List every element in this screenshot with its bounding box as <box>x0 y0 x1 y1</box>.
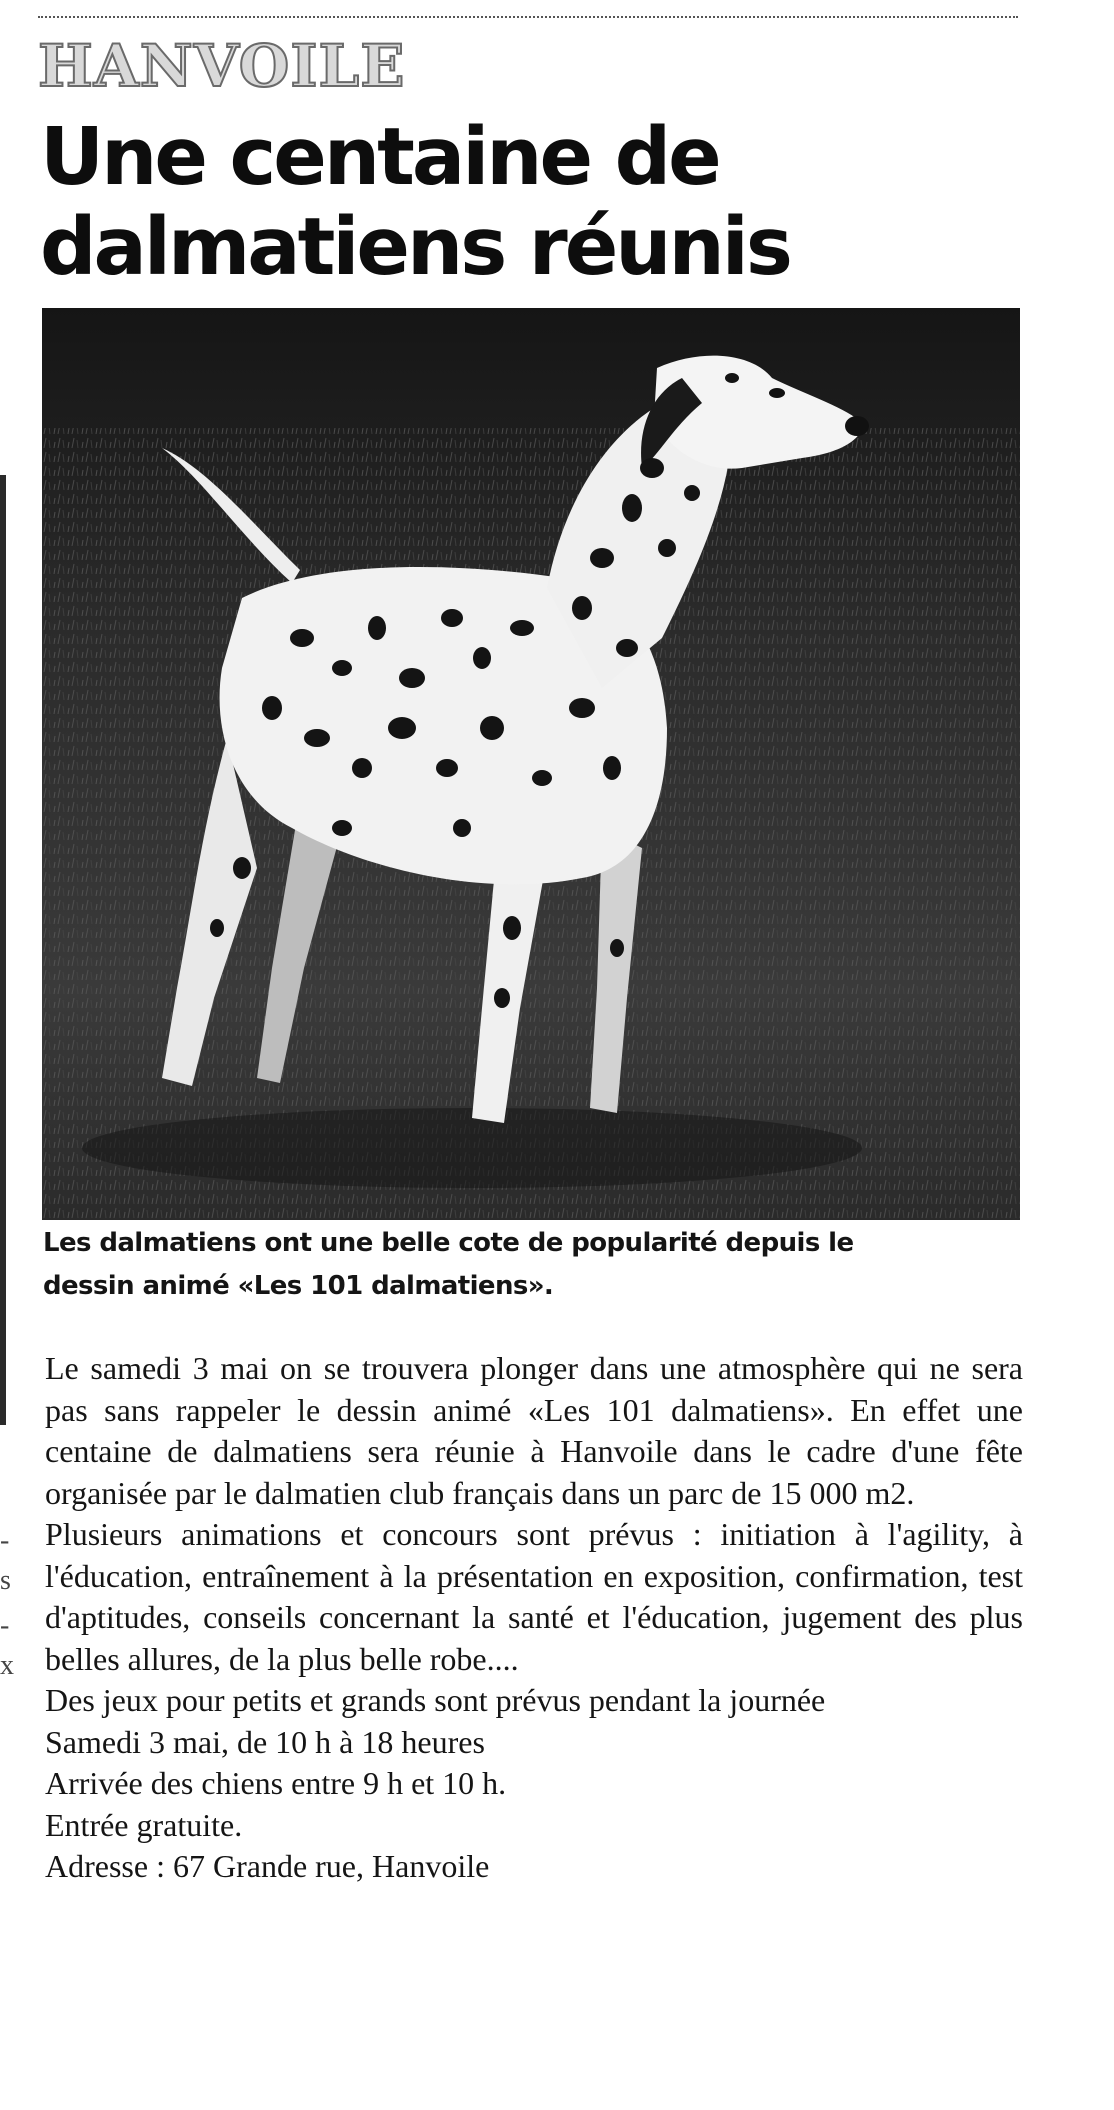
caption-line-2: dessin animé «Les 101 dalmatiens». <box>43 1271 554 1301</box>
dog-eye <box>769 388 785 398</box>
article-body <box>45 1348 1023 1888</box>
photo-caption <box>43 1222 1023 1308</box>
adjacent-column-fragment: - <box>0 1525 10 1556</box>
headline-line-2: dalmatiens réunis <box>40 201 790 293</box>
article-paragraph-3: Des jeux pour petits et grands sont prévus pendant la journée <box>45 1682 826 1718</box>
event-date-line: Samedi 3 mai, de 10 h à 18 heures <box>45 1723 485 1760</box>
article-paragraph-1: Le samedi 3 mai on se trouvera plonger dans une atmosphère qui ne sera pas sans rappeler le dessin animé «Les 101 dalmatiens». En effet une centaine de dalmatiens sera réunie à Hanvoile dans le cadre d'une fête organisée par le dalmatien club français dans un parc de 15 000 m2. <box>45 1350 1023 1511</box>
adjacent-column-fragment: - <box>0 1610 10 1641</box>
dalmatian-photo <box>42 308 1020 1220</box>
dog-shadow <box>82 1108 862 1188</box>
caption-line-1: Les dalmatiens ont une belle cote de popularité depuis le <box>43 1228 854 1258</box>
location-kicker: HANVOILE <box>38 32 406 100</box>
top-dotted-rule <box>38 16 1018 18</box>
adjacent-column-fragment: s <box>0 1565 11 1596</box>
entry-fee-line: Entrée gratuite. <box>45 1806 243 1843</box>
adjacent-column-fragment: x <box>0 1650 14 1681</box>
headline-line-1: Une centaine de <box>40 111 719 203</box>
adjacent-column-edge <box>0 475 6 1425</box>
address-line: Adresse : 67 Grande rue, Hanvoile <box>45 1848 490 1884</box>
dog-arrival-line: Arrivée des chiens entre 9 h et 10 h. <box>45 1765 507 1801</box>
article-paragraph-2: Plusieurs animations et concours sont prévus : initiation à l'agility, à l'éducation, entraînement à la présentation en exposition, confirmation, test d'aptitudes, conseils concernant la santé et l'éducation, jugement des plus belles allures, de la plus belle robe.... <box>45 1516 1023 1677</box>
dog-nose <box>845 416 869 436</box>
headline <box>40 112 940 292</box>
